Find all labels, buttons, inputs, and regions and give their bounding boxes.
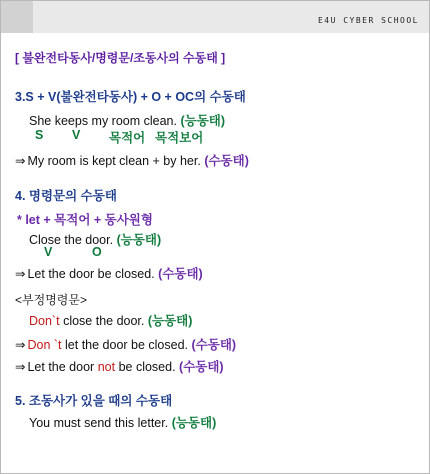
negative-result-2-tag: (수동태) <box>179 360 224 374</box>
negative-example-dont: Don`t <box>29 314 60 328</box>
section3-example-sentence: She keeps my room clean. <box>29 114 177 128</box>
section5-example <box>29 413 216 431</box>
negative-result-2-not: not <box>97 360 116 374</box>
negative-example-tag: (능동태) <box>147 314 193 328</box>
section4-result <box>15 264 203 282</box>
negative-example <box>29 311 192 329</box>
section4-example-sentence: Close the door. <box>29 233 114 247</box>
section3-example-tag: (능동태) <box>180 114 226 128</box>
section5-heading: 5. 조동사가 있을 때의 수동태 <box>15 394 173 408</box>
negative-example-sentence: close the door. <box>63 314 145 328</box>
section3-result <box>15 151 249 169</box>
negative-result-1-arrow: ⇒ <box>15 338 26 352</box>
section4-arrow: ⇒ <box>15 267 26 281</box>
negative-result-1 <box>15 335 236 353</box>
negative-result-1-dont: Don `t <box>27 338 62 352</box>
section3-label-s: S <box>35 128 44 142</box>
section4-example-tag: (능동태) <box>116 233 162 247</box>
section3-label-oc: 목적보어 <box>155 131 204 145</box>
section5-example-sentence: You must send this letter. <box>29 416 169 430</box>
section4-result-sentence: Let the door be closed. <box>27 267 155 281</box>
school-name: E4U CYBER SCHOOL <box>317 16 419 25</box>
negative-result-1-sentence: let the door be closed. <box>65 338 189 352</box>
section3-result-tag: (수동태) <box>204 154 249 168</box>
header-corner-block <box>1 1 33 33</box>
section4-heading: 4. 명령문의 수동태 <box>15 189 117 203</box>
section5-example-tag: (능동태) <box>171 416 217 430</box>
section3-result-sentence: My room is kept clean + by her. <box>27 154 201 168</box>
section3-label-o: 목적어 <box>109 131 146 145</box>
section3-heading: 3.S + V(불완전타동사) + O + OC의 수동태 <box>15 90 246 104</box>
negative-result-2-arrow: ⇒ <box>15 360 26 374</box>
negative-result-2-part-b: be closed. <box>118 360 176 374</box>
topic-title: [ 불완전타동사/명령문/조동사의 수동태 ] <box>15 51 226 65</box>
negative-result-1-tag: (수동태) <box>191 338 237 352</box>
negative-imperative-heading: <부정명령문> <box>15 293 87 307</box>
negative-result-2 <box>15 357 224 375</box>
section4-rule: * let + 목적어 + 동사원형 <box>17 213 153 227</box>
section4-label-o: O <box>92 245 102 259</box>
section3-example <box>29 111 225 129</box>
negative-result-2-part-a: Let the door <box>27 360 95 374</box>
section4-result-tag: (수동태) <box>158 267 203 281</box>
header-bar <box>1 1 429 33</box>
section3-label-v: V <box>72 128 81 142</box>
section4-label-v: V <box>44 245 53 259</box>
section3-arrow: ⇒ <box>15 154 26 168</box>
